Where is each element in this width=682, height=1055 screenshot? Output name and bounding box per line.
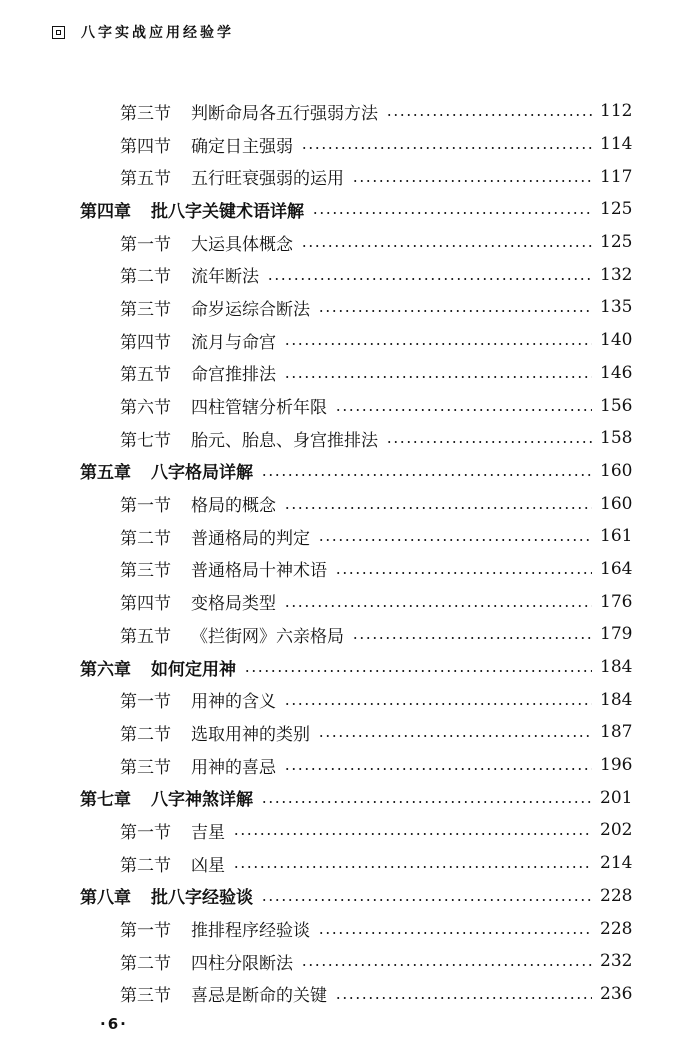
toc-entry-label	[120, 491, 276, 516]
toc-entry-number: 第二节	[120, 724, 171, 745]
toc-section-entry[interactable]	[0, 520, 633, 553]
toc-page-number: 156	[600, 395, 633, 416]
toc-entry-label	[120, 556, 327, 581]
toc-entry-number: 第五节	[120, 169, 171, 190]
toc-section-entry[interactable]	[0, 978, 633, 1011]
toc-entry-label	[80, 883, 253, 908]
toc-section-entry[interactable]	[0, 749, 633, 782]
toc-dot-leader	[233, 833, 592, 835]
toc-entry-number: 第四节	[120, 332, 171, 353]
toc-entry-label	[120, 328, 276, 353]
toc-entry-number: 第五节	[120, 365, 171, 386]
toc-page-number: 135	[600, 297, 633, 318]
toc-entry-title: 八字格局详解	[151, 463, 253, 484]
toc-chapter-entry[interactable]	[0, 651, 633, 684]
toc-dot-leader	[284, 605, 592, 607]
toc-entry-number: 第八章	[80, 888, 131, 909]
toc-section-entry[interactable]	[0, 324, 633, 357]
toc-section-entry[interactable]	[0, 258, 633, 291]
toc-entry-label	[120, 132, 293, 157]
toc-section-entry[interactable]	[0, 553, 633, 586]
toc-entry-title: 格局的概念	[191, 496, 276, 517]
toc-dot-leader	[335, 409, 592, 411]
toc-entry-number: 第二节	[120, 267, 171, 288]
toc-page-number: 184	[600, 657, 633, 678]
toc-entry-label	[120, 230, 293, 255]
toc-section-entry[interactable]	[0, 716, 633, 749]
toc-section-entry[interactable]	[0, 683, 633, 716]
toc-entry-title: 普通格局十神术语	[191, 561, 327, 582]
toc-entry-label	[120, 851, 225, 876]
toc-page-number: 158	[600, 428, 633, 449]
toc-section-entry[interactable]	[0, 618, 633, 651]
toc-section-entry[interactable]	[0, 95, 633, 128]
toc-entry-label	[80, 785, 253, 810]
toc-entry-number: 第四节	[120, 136, 171, 157]
toc-entry-title: 《拦街网》六亲格局	[191, 626, 344, 647]
toc-entry-number: 第一节	[120, 692, 171, 713]
toc-page-number: 125	[600, 232, 633, 253]
toc-section-entry[interactable]	[0, 945, 633, 978]
toc-entry-title: 推排程序经验谈	[191, 921, 310, 942]
toc-dot-leader	[301, 147, 592, 149]
toc-page-number: 161	[600, 526, 633, 547]
toc-section-entry[interactable]	[0, 128, 633, 161]
toc-entry-number: 第三节	[120, 299, 171, 320]
toc-dot-leader	[261, 899, 592, 901]
toc-page-number: 228	[600, 918, 633, 939]
toc-chapter-entry[interactable]	[0, 455, 633, 488]
toc-page-number: 232	[600, 951, 633, 972]
toc-dot-leader	[318, 310, 592, 312]
toc-dot-leader	[284, 507, 592, 509]
toc-entry-label	[120, 295, 310, 320]
toc-dot-leader	[284, 343, 592, 345]
toc-dot-leader	[318, 735, 592, 737]
toc-page-number: 176	[600, 591, 633, 612]
toc-page-number: 160	[600, 460, 633, 481]
toc-section-entry[interactable]	[0, 847, 633, 880]
toc-entry-number: 第一节	[120, 234, 171, 255]
toc-page-number: 160	[600, 493, 633, 514]
toc-entry-label	[120, 262, 259, 287]
toc-entry-title: 凶星	[191, 855, 225, 876]
page-header	[52, 22, 234, 42]
toc-dot-leader	[386, 441, 592, 443]
toc-entry-title: 流年断法	[191, 267, 259, 288]
toc-entry-label	[120, 524, 310, 549]
toc-entry-title: 批八字关键术语详解	[151, 201, 304, 222]
toc-entry-number: 第三节	[120, 986, 171, 1007]
toc-page-number: 236	[600, 983, 633, 1004]
toc-section-entry[interactable]	[0, 291, 633, 324]
toc-entry-label	[120, 426, 378, 451]
toc-dot-leader	[335, 572, 592, 574]
toc-entry-title: 吉星	[191, 822, 225, 843]
toc-entry-label	[120, 99, 378, 124]
toc-page-number: 132	[600, 264, 633, 285]
toc-entry-label	[120, 981, 327, 1006]
toc-entry-number: 第一节	[120, 921, 171, 942]
table-of-contents	[0, 95, 682, 1010]
toc-dot-leader	[261, 474, 592, 476]
toc-entry-number: 第二节	[120, 528, 171, 549]
toc-entry-title: 确定日主强弱	[191, 136, 293, 157]
toc-dot-leader	[312, 212, 592, 214]
toc-dot-leader	[301, 245, 592, 247]
toc-chapter-entry[interactable]	[0, 193, 633, 226]
toc-entry-number: 第七章	[80, 790, 131, 811]
toc-entry-title: 变格局类型	[191, 594, 276, 615]
toc-dot-leader	[352, 637, 592, 639]
toc-page-number: 112	[600, 101, 633, 122]
toc-page-number: 164	[600, 558, 633, 579]
toc-entry-label	[120, 393, 327, 418]
toc-dot-leader	[267, 278, 592, 280]
toc-entry-title: 如何定用神	[151, 659, 236, 680]
toc-page-number: 117	[600, 166, 633, 187]
toc-entry-title: 命宫推排法	[191, 365, 276, 386]
toc-entry-number: 第二节	[120, 953, 171, 974]
toc-dot-leader	[318, 539, 592, 541]
toc-dot-leader	[284, 376, 592, 378]
toc-entry-title: 大运具体概念	[191, 234, 293, 255]
toc-dot-leader	[318, 932, 592, 934]
toc-entry-label	[120, 589, 276, 614]
toc-entry-label	[120, 753, 276, 778]
toc-page-number: 140	[600, 330, 633, 351]
toc-entry-label	[120, 949, 293, 974]
toc-entry-label	[120, 687, 276, 712]
toc-entry-number: 第三节	[120, 757, 171, 778]
toc-entry-title: 用神的含义	[191, 692, 276, 713]
page-number: ·6·	[100, 1015, 128, 1033]
toc-section-entry[interactable]	[0, 912, 633, 945]
toc-dot-leader	[301, 964, 592, 966]
toc-entry-label	[120, 916, 310, 941]
toc-dot-leader	[244, 670, 592, 672]
toc-entry-title: 八字神煞详解	[151, 790, 253, 811]
toc-page-number: 187	[600, 722, 633, 743]
toc-page-number: 201	[600, 787, 633, 808]
toc-entry-number: 第七节	[120, 430, 171, 451]
toc-entry-label	[120, 622, 344, 647]
toc-entry-title: 判断命局各五行强弱方法	[191, 103, 378, 124]
toc-entry-title: 批八字经验谈	[151, 888, 253, 909]
toc-entry-number: 第六章	[80, 659, 131, 680]
toc-entry-number: 第三节	[120, 103, 171, 124]
toc-entry-number: 第六节	[120, 398, 171, 419]
toc-page-number: 196	[600, 755, 633, 776]
toc-section-entry[interactable]	[0, 160, 633, 193]
toc-page-number: 125	[600, 199, 633, 220]
toc-dot-leader	[386, 114, 592, 116]
toc-entry-title: 用神的喜忌	[191, 757, 276, 778]
toc-entry-number: 第一节	[120, 822, 171, 843]
toc-dot-leader	[284, 768, 592, 770]
toc-entry-title: 胎元、胎息、身宫推排法	[191, 430, 378, 451]
toc-entry-title: 普通格局的判定	[191, 528, 310, 549]
book-square-icon	[52, 26, 65, 39]
toc-entry-label	[120, 818, 225, 843]
toc-entry-title: 四柱管辖分析年限	[191, 398, 327, 419]
toc-entry-number: 第四章	[80, 201, 131, 222]
toc-entry-number: 第五节	[120, 626, 171, 647]
toc-entry-number: 第三节	[120, 561, 171, 582]
toc-section-entry[interactable]	[0, 422, 633, 455]
toc-dot-leader	[335, 997, 592, 999]
toc-dot-leader	[233, 866, 592, 868]
toc-entry-title: 五行旺衰强弱的运用	[191, 169, 344, 190]
toc-page-number: 214	[600, 853, 633, 874]
toc-section-entry[interactable]	[0, 357, 633, 390]
toc-chapter-entry[interactable]	[0, 880, 633, 913]
toc-entry-title: 四柱分限断法	[191, 953, 293, 974]
toc-page-number: 184	[600, 689, 633, 710]
toc-dot-leader	[284, 703, 592, 705]
toc-entry-title: 喜忌是断命的关键	[191, 986, 327, 1007]
toc-section-entry[interactable]	[0, 585, 633, 618]
toc-page-number: 146	[600, 362, 633, 383]
toc-entry-label	[120, 720, 310, 745]
toc-entry-label	[80, 655, 236, 680]
toc-section-entry[interactable]	[0, 487, 633, 520]
toc-section-entry[interactable]	[0, 226, 633, 259]
toc-entry-number: 第五章	[80, 463, 131, 484]
toc-section-entry[interactable]	[0, 389, 633, 422]
toc-entry-number: 第四节	[120, 594, 171, 615]
toc-entry-title: 命岁运综合断法	[191, 299, 310, 320]
toc-entry-label	[120, 360, 276, 385]
toc-chapter-entry[interactable]	[0, 781, 633, 814]
toc-page-number: 114	[600, 134, 633, 155]
toc-page-number: 228	[600, 885, 633, 906]
book-title: 八字实战应用经验学	[81, 25, 234, 41]
toc-page-number: 179	[600, 624, 633, 645]
toc-dot-leader	[352, 180, 592, 182]
toc-entry-label	[120, 164, 344, 189]
toc-entry-label	[80, 458, 253, 483]
toc-entry-label	[80, 197, 304, 222]
toc-entry-title: 选取用神的类别	[191, 724, 310, 745]
toc-page-number: 202	[600, 820, 633, 841]
toc-dot-leader	[261, 801, 592, 803]
toc-section-entry[interactable]	[0, 814, 633, 847]
toc-entry-title: 流月与命宫	[191, 332, 276, 353]
toc-entry-number: 第二节	[120, 855, 171, 876]
toc-entry-number: 第一节	[120, 496, 171, 517]
